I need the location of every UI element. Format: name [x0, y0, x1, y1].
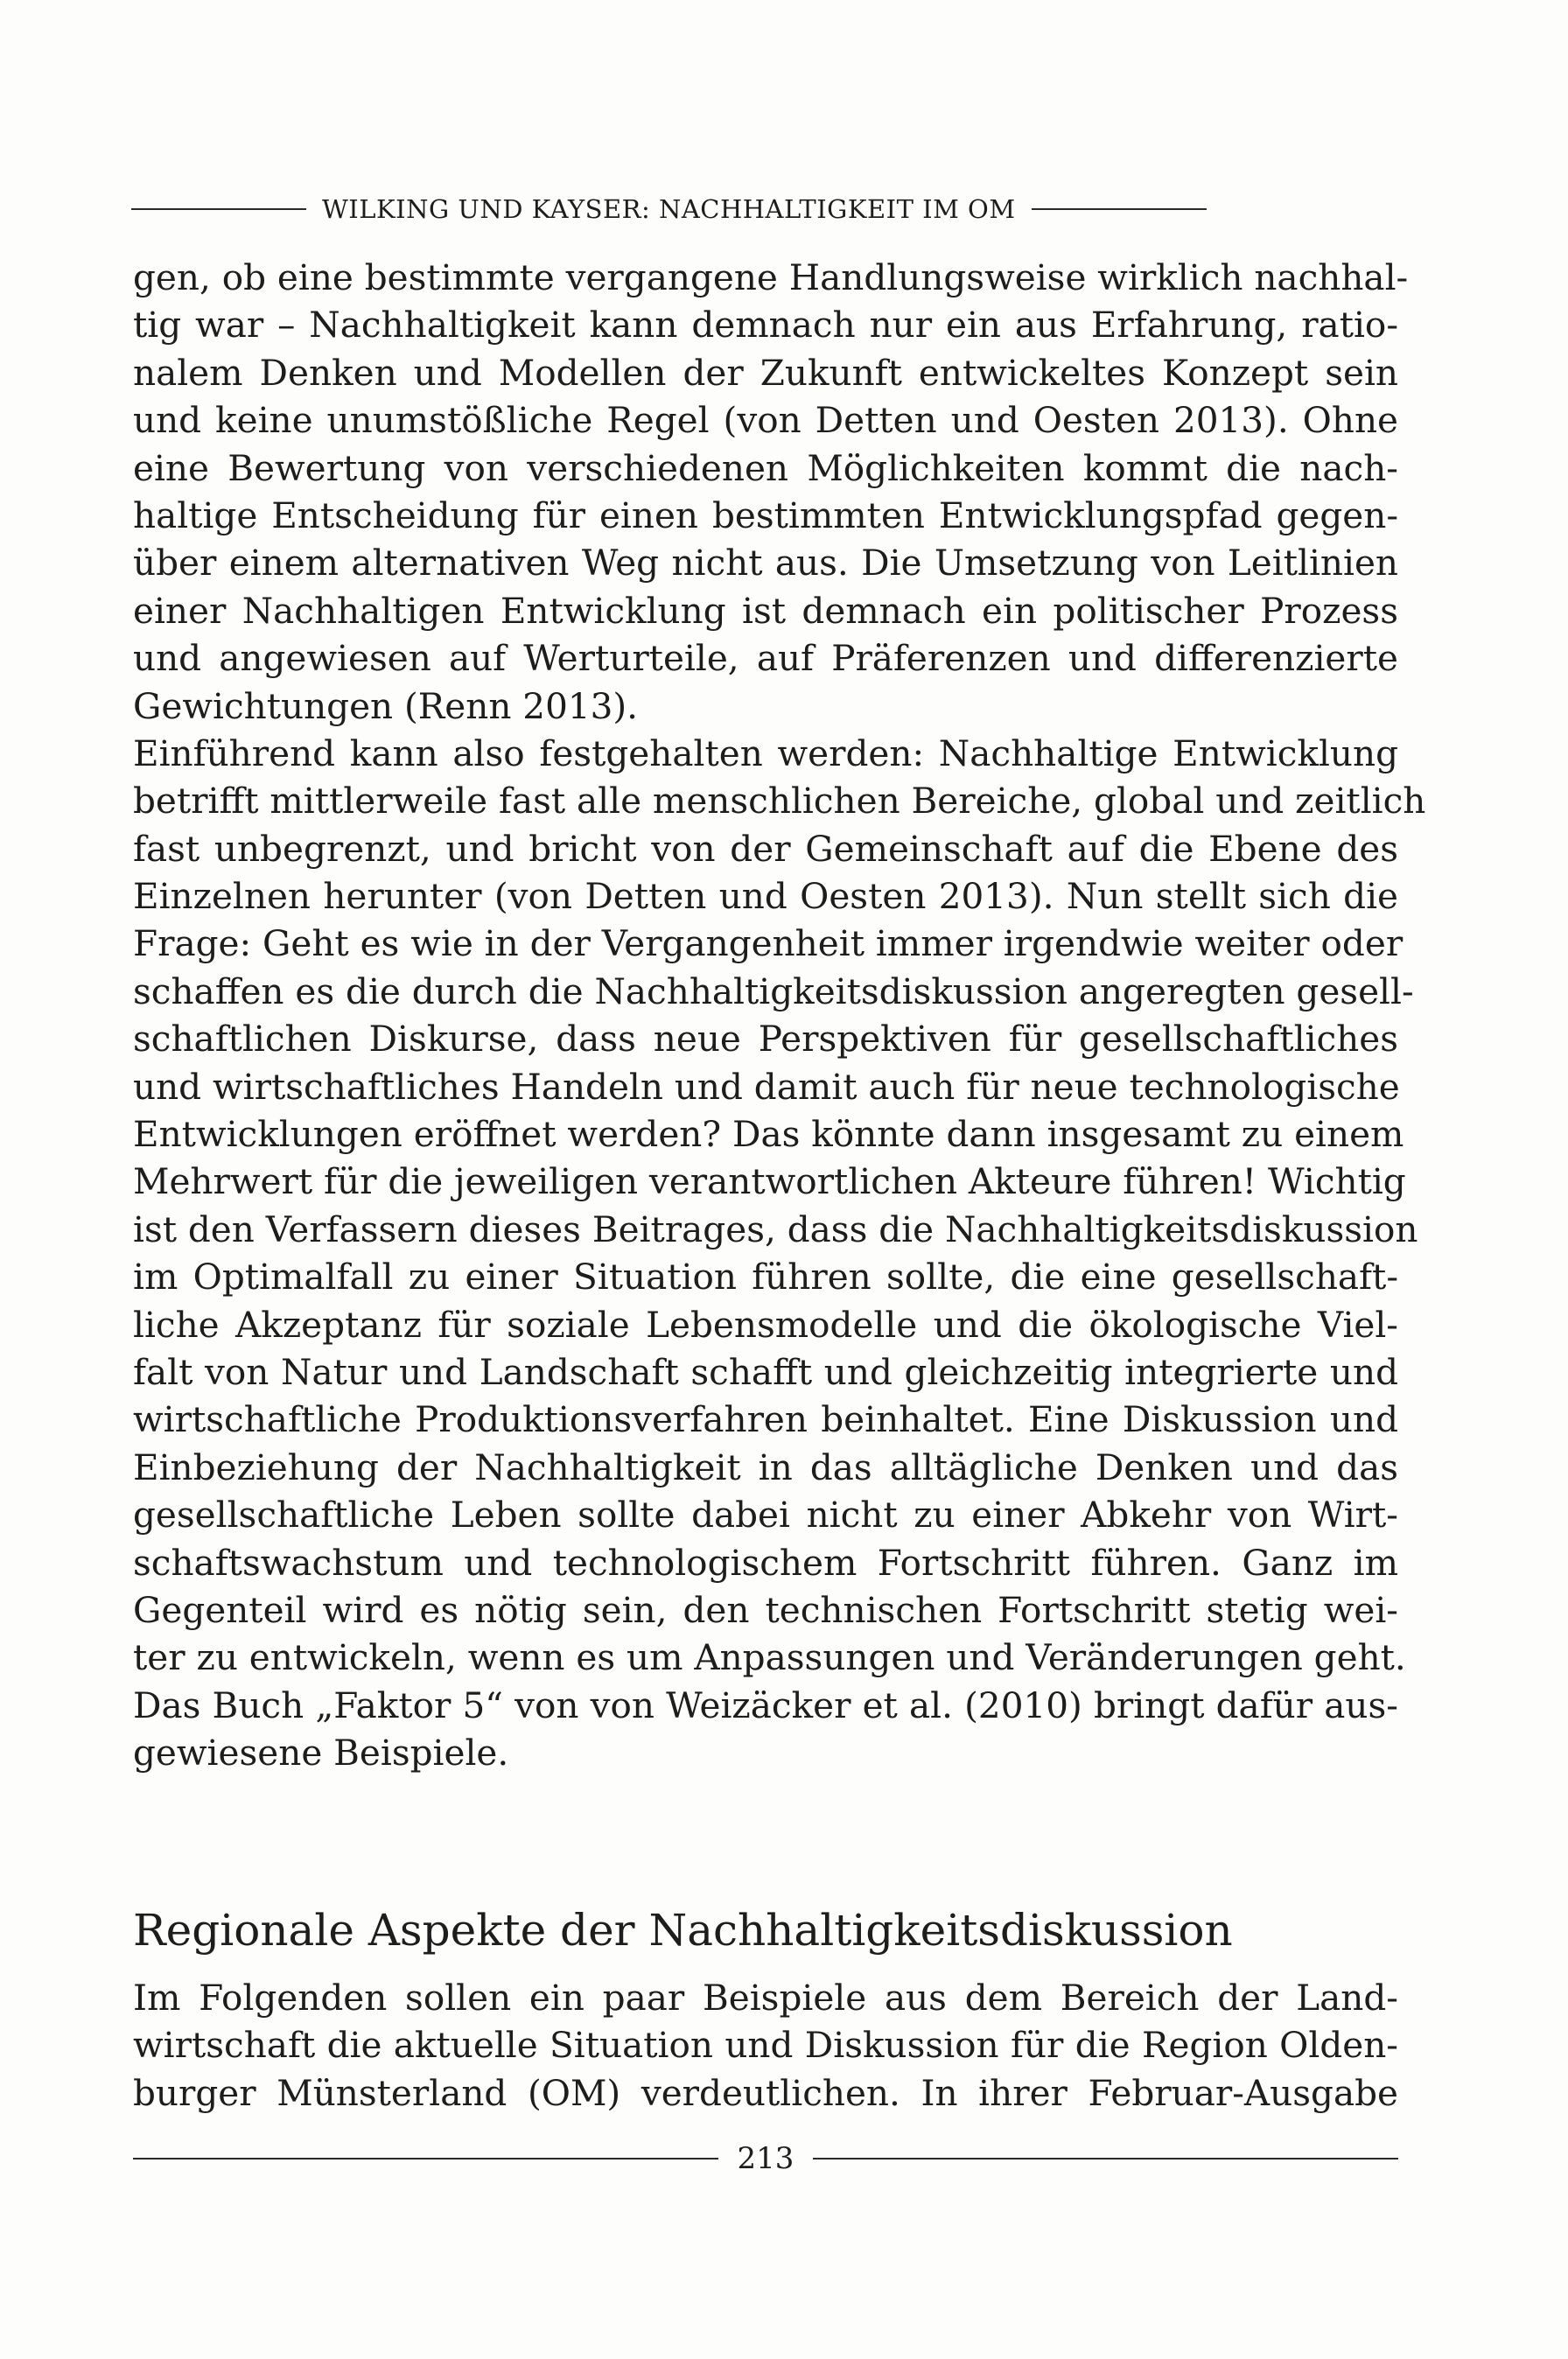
- text-line: Einzelnen herunter (von Detten und Oesten 2013). Nun stellt sich die: [133, 875, 1398, 918]
- page-number: 213: [737, 2141, 794, 2176]
- text-line: im Optimalfall zu einer Situation führen sollte, die eine gesellschaft-: [133, 1256, 1398, 1298]
- text-line: und angewiesen auf Werturteile, auf Präferenzen und differenzierte: [133, 637, 1398, 680]
- text-line: betrifft mittlerweile fast alle menschlichen Bereiche, global und zeitlich: [133, 780, 1426, 822]
- text-line: und wirtschaftliches Handeln und damit auch für neue technologische: [133, 1065, 1400, 1108]
- text-line: haltige Entscheidung für einen bestimmten Entwicklungspfad gegen-: [133, 494, 1398, 536]
- running-head-rule-left: [131, 208, 306, 210]
- text-line: Das Buch „Faktor 5“ von von Weizäcker et al. (2010) bringt dafür aus-: [133, 1684, 1398, 1726]
- text-line: Mehrwert für die jeweiligen verantwortlichen Akteure führen! Wichtig: [133, 1160, 1406, 1203]
- text-line: und keine unumstößliche Regel (von Detten und Oesten 2013). Ohne: [133, 399, 1398, 442]
- text-line: gewiesene Beispiele.: [133, 1732, 509, 1774]
- text-line: gesellschaftliche Leben sollte dabei nicht zu einer Abkehr von Wirt-: [133, 1494, 1398, 1536]
- text-line: liche Akzeptanz für soziale Lebensmodelle und die ökologische Viel-: [133, 1303, 1398, 1346]
- page-footer: [133, 2141, 1398, 2176]
- text-line: wirtschaft die aktuelle Situation und Diskussion für die Region Olden-: [133, 2024, 1398, 2067]
- body-text: [133, 254, 1426, 1777]
- section-heading: Regionale Aspekte der Nachhaltigkeitsdiskussion: [133, 1905, 1233, 1956]
- text-line: gen, ob eine bestimmte vergangene Handlungsweise wirklich nachhal-: [133, 256, 1409, 298]
- text-line: Gewichtungen (Renn 2013).: [133, 684, 639, 727]
- text-line: fast unbegrenzt, und bricht von der Gemeinschaft auf die Ebene des: [133, 827, 1398, 870]
- text-line: nalem Denken und Modellen der Zukunft entwickeltes Konzept sein: [133, 351, 1398, 394]
- text-line: Gegenteil wird es nötig sein, den technischen Fortschritt stetig wei-: [133, 1588, 1398, 1631]
- text-line: schaftlichen Diskurse, dass neue Perspektiven für gesellschaftliches: [133, 1018, 1398, 1060]
- text-line: eine Bewertung von verschiedenen Möglichkeiten kommt die nach-: [133, 446, 1398, 489]
- text-line: schaffen es die durch die Nachhaltigkeitsdiskussion angeregten gesell-: [133, 970, 1414, 1012]
- text-line: über einem alternativen Weg nicht aus. Die Umsetzung von Leitlinien: [133, 542, 1398, 584]
- paragraph-2: [133, 730, 1426, 1777]
- footer-rule-right: [813, 2158, 1398, 2160]
- text-line: tig war – Nachhaltigkeit kann demnach nur ein aus Erfahrung, ratio-: [133, 304, 1398, 346]
- running-head-rule-right: [1032, 208, 1207, 210]
- text-line: ist den Verfassern dieses Beitrages, dass die Nachhaltigkeitsdiskussion: [133, 1208, 1418, 1250]
- running-head-title: WILKING UND KAYSER: NACHHALTIGKEIT IM OM: [322, 194, 1016, 224]
- text-line: Einbeziehung der Nachhaltigkeit in das alltägliche Denken und das: [133, 1446, 1398, 1488]
- text-line: Frage: Geht es wie in der Vergangenheit immer irgendwie weiter oder: [133, 922, 1404, 965]
- running-head: [131, 194, 1400, 224]
- text-line: falt von Natur und Landschaft schafft und gleichzeitig integrierte und: [133, 1350, 1398, 1393]
- text-line: wirtschaftliche Produktionsverfahren beinhaltet. Eine Diskussion und: [133, 1398, 1398, 1441]
- text-line: ter zu entwickeln, wenn es um Anpassungen und Veränderungen geht.: [133, 1636, 1406, 1679]
- text-line: Entwicklungen eröffnet werden? Das könnte dann insgesamt zu einem: [133, 1113, 1404, 1156]
- text-line: schaftswachstum und technologischem Fortschritt führen. Ganz im: [133, 1541, 1398, 1584]
- text-line: Einführend kann also festgehalten werden: Nachhaltige Entwicklung: [133, 732, 1398, 774]
- text-line: einer Nachhaltigen Entwicklung ist demnach ein politischer Prozess: [133, 589, 1398, 632]
- text-line: burger Münsterland (OM) verdeutlichen. In ihrer Februar-Ausgabe: [133, 2071, 1398, 2114]
- paragraph-3: [133, 1974, 1398, 2117]
- footer-rule-left: [133, 2158, 718, 2160]
- text-line: Im Folgenden sollen ein paar Beispiele aus dem Bereich der Land-: [133, 1977, 1398, 2019]
- paragraph-1: [133, 254, 1409, 730]
